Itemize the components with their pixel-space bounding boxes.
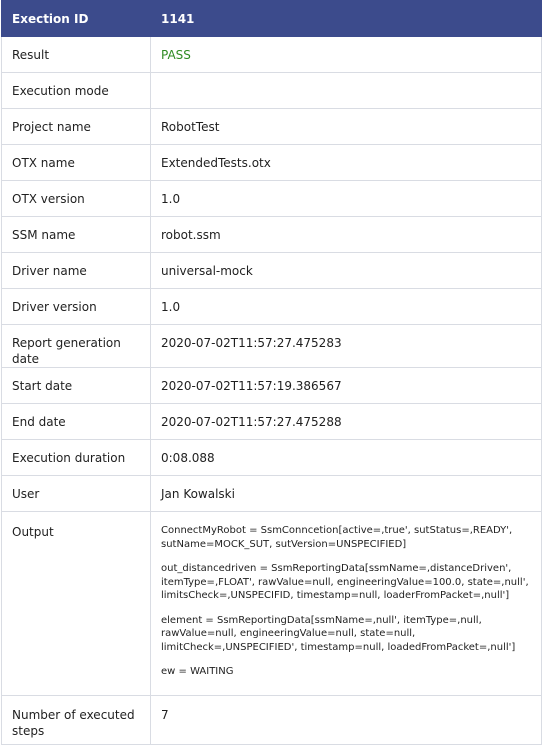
otx-name-label: OTX name <box>12 156 75 170</box>
row-user <box>2 476 542 512</box>
start-date-value: 2020-07-02T11:57:19.386567 <box>161 379 342 393</box>
end-date-value: 2020-07-02T11:57:27.475288 <box>161 415 342 429</box>
execution-mode-value <box>161 73 531 83</box>
execution-duration-value: 0:08.088 <box>161 451 215 465</box>
otx-name-value: ExtendedTests.otx <box>161 156 271 170</box>
end-date-label: End date <box>12 415 66 429</box>
row-execution-duration <box>2 440 542 476</box>
report-generation-date-value: 2020-07-02T11:57:27.475283 <box>161 336 342 350</box>
output-line: element = SsmReportingData[ssmName=,null', itemType=,null, rawValue=null, engineeringValue=null, state=null, limitCheck=,UNSPECIFIED', timestamp=null, loadedFromPacket=,null'] <box>161 614 516 653</box>
user-value: Jan Kowalski <box>161 487 235 501</box>
result-value: PASS <box>161 48 191 62</box>
row-project-name <box>2 109 542 145</box>
row-end-date <box>2 404 542 440</box>
row-result <box>2 37 542 73</box>
row-executed-steps <box>2 696 542 745</box>
driver-version-label: Driver version <box>12 300 97 314</box>
executed-steps-label: Number of executed steps <box>12 708 135 738</box>
execution-mode-label: Execution mode <box>12 84 109 98</box>
row-otx-name <box>2 145 542 181</box>
otx-version-value: 1.0 <box>161 192 181 206</box>
ssm-name-value: robot.ssm <box>161 228 221 242</box>
output-line: out_distancedriven = SsmReportingData[ssmName=,distanceDriven', itemType=,FLOAT', rawValue=null, engineeringValue=100.0, state=,null', limitsCheck=,UNSPECIFID, timestamp=null, loaderFromPacket=,null'] <box>161 563 529 601</box>
row-otx-version <box>2 181 542 217</box>
execution-duration-label: Execution duration <box>12 451 126 465</box>
execution-report-table <box>1 0 542 745</box>
start-date-label: Start date <box>12 379 73 393</box>
header-row <box>2 1 542 37</box>
output-label: Output <box>12 525 54 539</box>
output-line: ew = WAITING <box>161 666 234 677</box>
project-name-value: RobotTest <box>161 120 220 134</box>
header-label: Exection ID <box>12 12 89 26</box>
header-label-cell <box>2 1 151 37</box>
driver-name-value: universal-mock <box>161 264 253 278</box>
row-ssm-name <box>2 217 542 253</box>
report-generation-date-label: Report generation date <box>12 336 121 366</box>
project-name-label: Project name <box>12 120 91 134</box>
row-execution-mode <box>2 73 542 109</box>
driver-name-label: Driver name <box>12 264 87 278</box>
row-driver-version <box>2 289 542 325</box>
execution-id-value: 1141 <box>161 12 195 26</box>
row-start-date <box>2 368 542 404</box>
otx-version-label: OTX version <box>12 192 85 206</box>
driver-version-value: 1.0 <box>161 300 181 314</box>
row-driver-name <box>2 253 542 289</box>
row-output <box>2 512 542 696</box>
row-report-generation-date <box>2 325 542 368</box>
output-line: ConnectMyRobot = SsmConncetion[active=,true', sutStatus=,READY', sutName=MOCK_SUT, sutVersion=UNSPECIFIED] <box>161 525 513 550</box>
user-label: User <box>12 487 40 501</box>
output-value <box>161 512 531 689</box>
result-label: Result <box>12 48 50 62</box>
ssm-name-label: SSM name <box>12 228 76 242</box>
executed-steps-value: 7 <box>161 708 169 722</box>
header-value-cell <box>151 1 542 37</box>
